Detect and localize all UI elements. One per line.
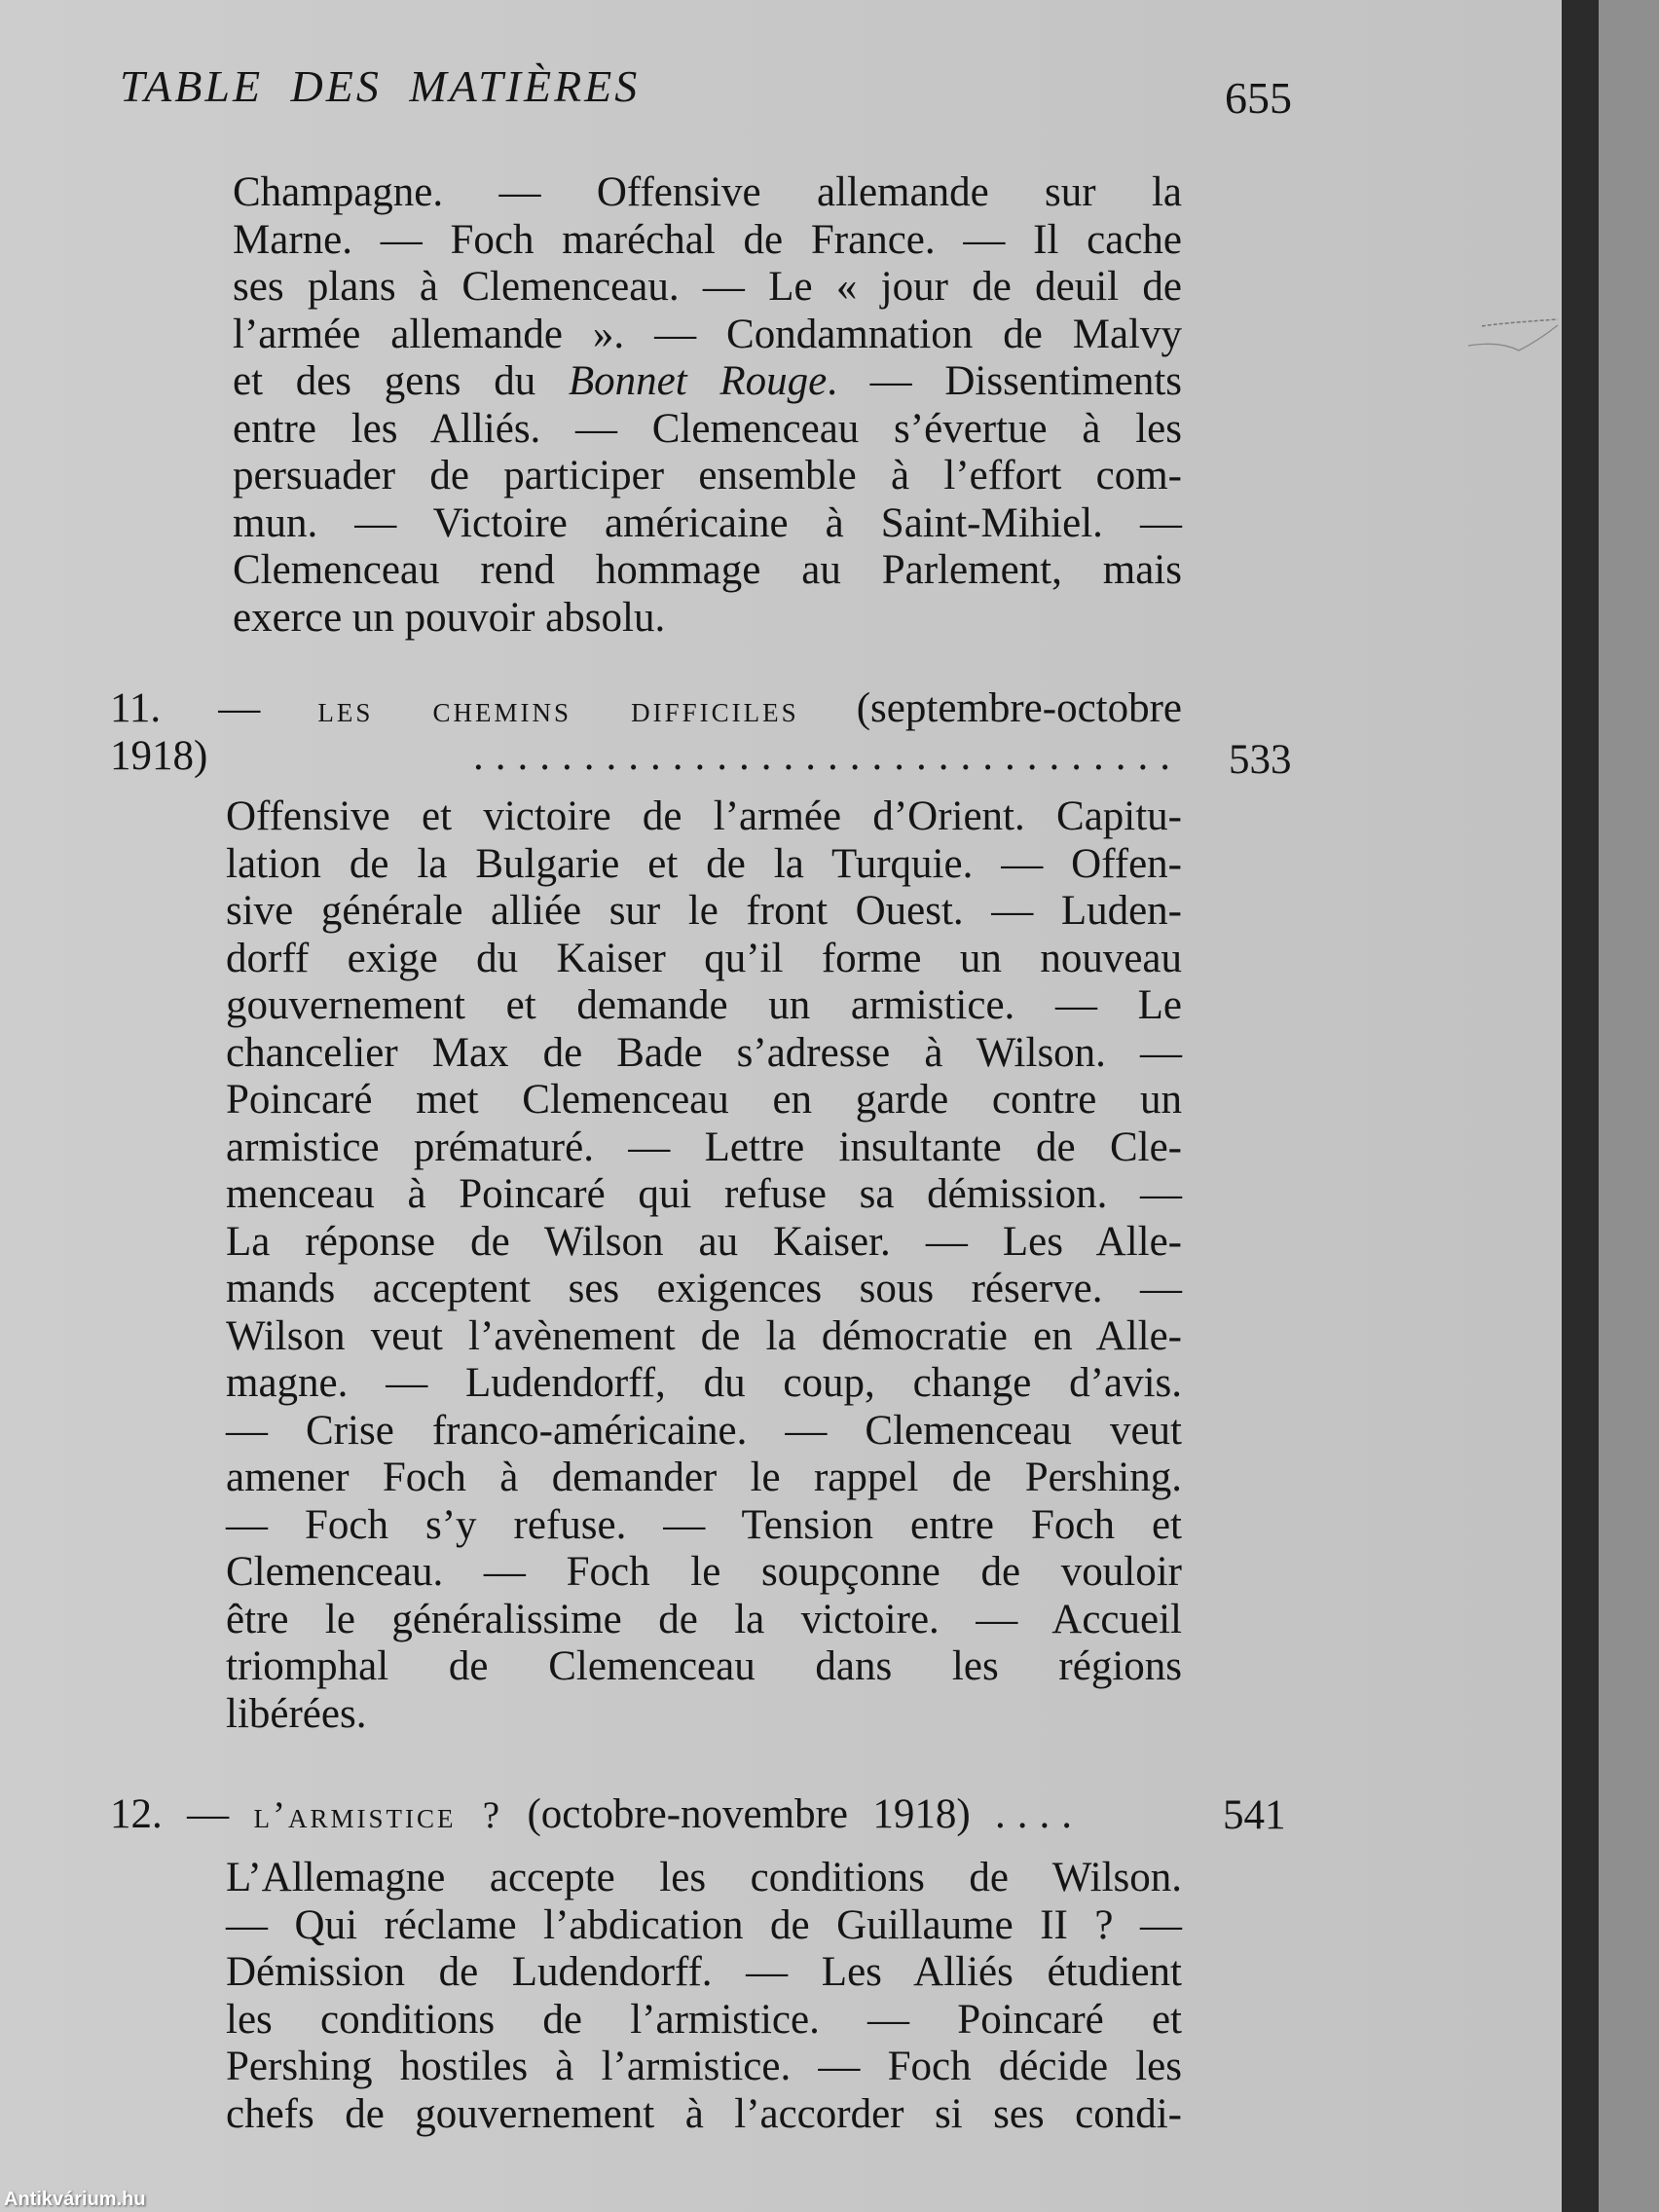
- text-line: lation de la Bulgarie et de la Turquie. — Offen-: [226, 840, 1182, 887]
- text-line: chancelier Max de Bade s’adresse à Wilson. —: [226, 1029, 1182, 1076]
- entry-heading: [110, 1791, 1084, 1839]
- text-line: Clemenceau. — Foch le soupçonne de vouloir: [226, 1549, 1182, 1595]
- entry-title: les chemins difficiles: [317, 688, 799, 730]
- text-line: mands acceptent ses exigences sous réserve. —: [226, 1266, 1182, 1311]
- text-line: être le généralissime de la victoire. — Accueil: [226, 1596, 1182, 1642]
- entry-12-page: 541: [1223, 1792, 1286, 1838]
- text-line: armistice prématuré. — Lettre insultante de Cle-: [226, 1124, 1182, 1170]
- toc-entry-12: [110, 1791, 1084, 1839]
- text-line: Pershing hostiles à l’armistice. — Foch décide les: [226, 2044, 1182, 2089]
- text-line: Offensive et victoire de l’armée d’Orient. Capitu-: [226, 793, 1182, 839]
- text-line: Démission de Ludendorff. — Les Alliés étudient: [226, 1949, 1182, 1995]
- entry-heading-cont: [110, 733, 1182, 781]
- text-line: — Crise franco-américaine. — Clemenceau veut: [226, 1407, 1182, 1454]
- text-line: libérées.: [226, 1690, 367, 1737]
- running-header: TABLE DES MATIÈRES: [120, 61, 641, 111]
- chapter-10-summary: [233, 169, 1182, 642]
- chapter-12-summary: [226, 1855, 1182, 2138]
- text-line: dorff exige du Kaiser qu’il forme un nouveau: [226, 935, 1182, 981]
- text-line: Clemenceau rend hommage au Parlement, mais: [233, 547, 1182, 593]
- entry-number: 12. —: [110, 1791, 230, 1837]
- text-line: Wilson veut l’avènement de la démocratie en Alle-: [226, 1312, 1182, 1359]
- entry-dates: (septembre-octobre: [856, 685, 1183, 731]
- text-segment: . — Dissentiments: [827, 358, 1183, 404]
- text-line: Poincaré met Clemenceau en garde contre un: [226, 1077, 1182, 1123]
- text-line: Champagne. — Offensive allemande sur la: [233, 169, 1182, 215]
- text-line: L’Allemagne accepte les conditions de Wilson.: [226, 1855, 1182, 1900]
- text-line: amener Foch à demander le rappel de Pershing.: [226, 1455, 1182, 1500]
- text-line: ses plans à Clemenceau. — Le « jour de deuil de: [233, 264, 1182, 310]
- text-line: entre les Alliés. — Clemenceau s’évertue à les: [233, 405, 1182, 452]
- text-line: sive générale alliée sur le front Ouest. — Luden-: [226, 888, 1182, 934]
- text-line: persuader de participer ensemble à l’effort com-: [233, 453, 1182, 498]
- dot-leader: ....: [995, 1791, 1085, 1837]
- text-line: — Foch s’y refuse. — Tension entre Foch et: [226, 1501, 1182, 1548]
- text-segment: et des gens du: [233, 358, 569, 404]
- text-line: La réponse de Wilson au Kaiser. — Les Alle-: [226, 1218, 1182, 1265]
- pencil-mark: [1460, 312, 1567, 370]
- text-line: — Qui réclame l’abdication de Guillaume II ? —: [226, 1901, 1182, 1948]
- book-cover-edge: [1599, 0, 1659, 2212]
- text-line: l’armée allemande ». — Condamnation de Malvy: [233, 311, 1182, 357]
- text-line: gouvernement et demande un armistice. — Le: [226, 982, 1182, 1028]
- dot-leader: ................................: [473, 732, 1182, 779]
- text-line: magne. — Ludendorff, du coup, change d’avis.: [226, 1360, 1182, 1406]
- text-line: [233, 358, 1182, 406]
- italic-title: Bonnet Rouge: [568, 358, 828, 404]
- entry-heading: [110, 685, 1182, 733]
- entry-dates: 1918): [110, 732, 208, 779]
- watermark: Antikvárium.hu: [4, 2189, 146, 2210]
- entry-dates: (octobre-novembre 1918): [527, 1791, 971, 1837]
- page-number: 655: [1225, 73, 1292, 123]
- text-line: menceau à Poincaré qui refuse sa démission. —: [226, 1171, 1182, 1217]
- text-line: les conditions de l’armistice. — Poincaré et: [226, 1996, 1182, 2043]
- entry-11-page: 533: [1229, 737, 1292, 783]
- text-line: exerce un pouvoir absolu.: [233, 594, 666, 641]
- entry-number: 11. —: [110, 685, 261, 731]
- text-line: chefs de gouvernement à l’accorder si ses condi-: [226, 2090, 1182, 2137]
- toc-entry-11: [110, 685, 1182, 780]
- chapter-11-summary: [226, 793, 1182, 1738]
- text-line: mun. — Victoire américaine à Saint-Mihiel. —: [233, 499, 1182, 546]
- text-line: Marne. — Foch maréchal de France. — Il cache: [233, 216, 1182, 263]
- text-line: triomphal de Clemenceau dans les régions: [226, 1643, 1182, 1689]
- entry-title: l’armistice ?: [253, 1794, 503, 1836]
